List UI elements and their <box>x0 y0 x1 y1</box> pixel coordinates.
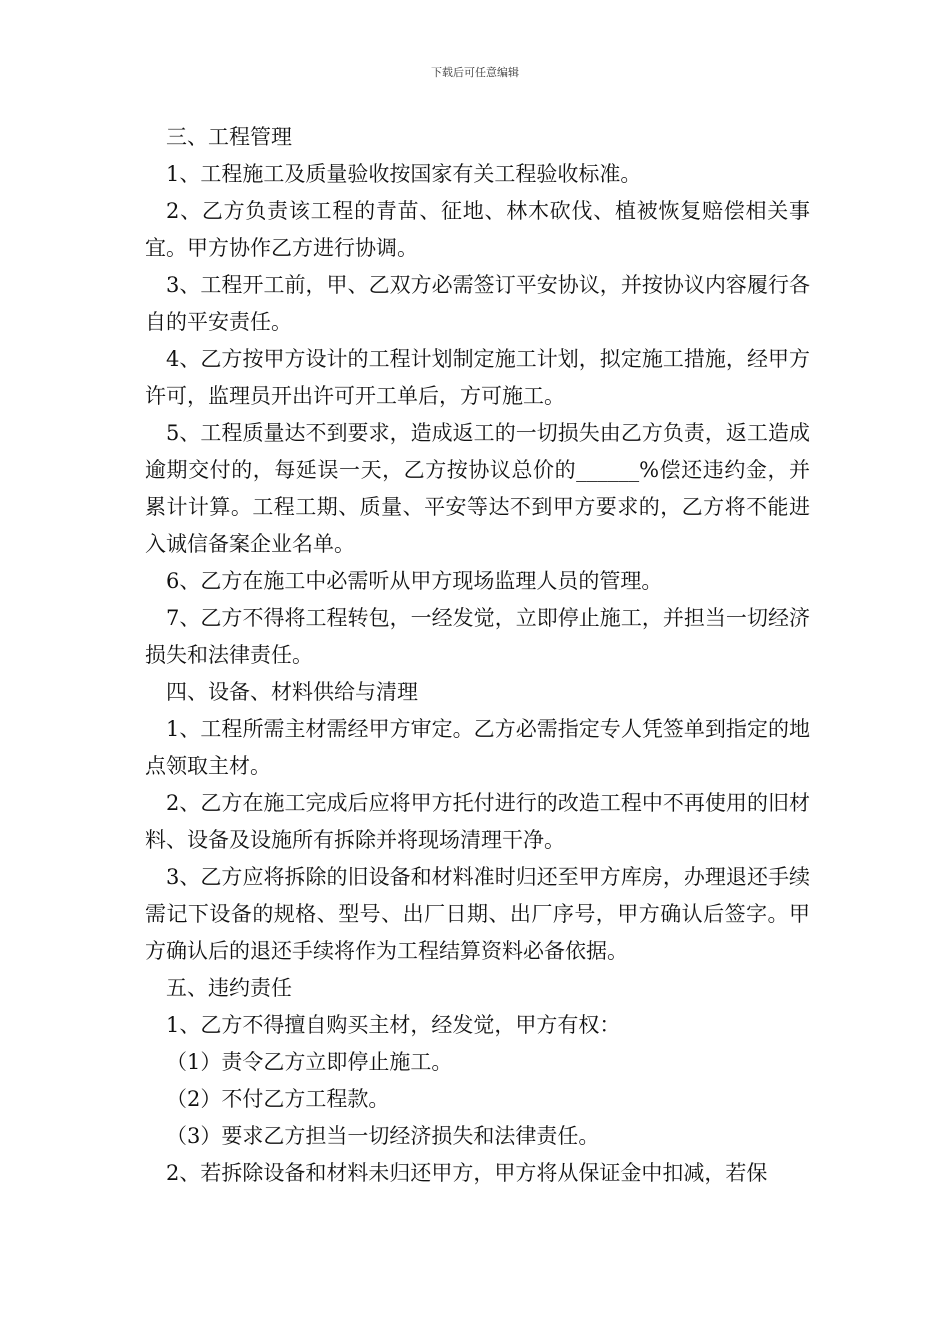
clause-4-1: 1、工程所需主材需经甲方审定。乙方必需指定专人凭签单到指定的地点领取主材。 <box>145 717 810 778</box>
clause-5-1-item-3: （3）要求乙方担当一切经济损失和法律责任。 <box>166 1124 600 1148</box>
page-header: 下载后可任意编辑 <box>431 66 519 79</box>
clause-3-7: 7、乙方不得将工程转包，一经发觉，立即停止施工，并担当一切经济损失和法律责任。 <box>145 606 810 667</box>
clause-3-5: 5、工程质量达不到要求，造成返工的一切损失由乙方负责，返工造成逾期交付的，每延误一天，乙方按协议总价的______%偿还违约金，并累计计算。工程工期、质量、平安等达不到甲方要求的，乙方将不能进入诚信备案企业名单。 <box>145 421 810 556</box>
section-heading-4: 四、设备、材料供给与清理 <box>166 680 418 704</box>
clause-3-3: 3、工程开工前，甲、乙双方必需签订平安协议，并按协议内容履行各自的平安责任。 <box>145 273 810 334</box>
clause-5-1: 1、乙方不得擅自购买主材，经发觉，甲方有权： <box>166 1013 621 1037</box>
clause-4-2: 2、乙方在施工完成后应将甲方托付进行的改造工程中不再使用的旧材料、设备及设施所有拆除并将现场清理干净。 <box>145 791 810 852</box>
clause-5-1-item-2: （2）不付乙方工程款。 <box>166 1087 390 1111</box>
clause-4-3: 3、乙方应将拆除的旧设备和材料准时归还至甲方库房，办理退还手续需记下设备的规格、型号、出厂日期、出厂序号，甲方确认后签字。甲方确认后的退还手续将作为工程结算资料必备依据。 <box>145 865 810 963</box>
clause-3-2: 2、乙方负责该工程的青苗、征地、林木砍伐、植被恢复赔偿相关事宜。甲方协作乙方进行协调。 <box>145 199 810 260</box>
clause-3-4: 4、乙方按甲方设计的工程计划制定施工计划，拟定施工措施，经甲方许可，监理员开出许可开工单后，方可施工。 <box>145 347 810 408</box>
clause-3-6: 6、乙方在施工中必需听从甲方现场监理人员的管理。 <box>166 569 663 593</box>
clause-5-1-item-1: （1）责令乙方立即停止施工。 <box>166 1050 453 1074</box>
section-heading-5: 五、违约责任 <box>166 976 292 1000</box>
clause-3-1: 1、工程施工及质量验收按国家有关工程验收标准。 <box>166 162 642 186</box>
document-body <box>145 119 810 1192</box>
clause-5-2: 2、若拆除设备和材料未归还甲方，甲方将从保证金中扣减，若保 <box>166 1161 768 1185</box>
section-heading-3: 三、工程管理 <box>166 125 292 149</box>
